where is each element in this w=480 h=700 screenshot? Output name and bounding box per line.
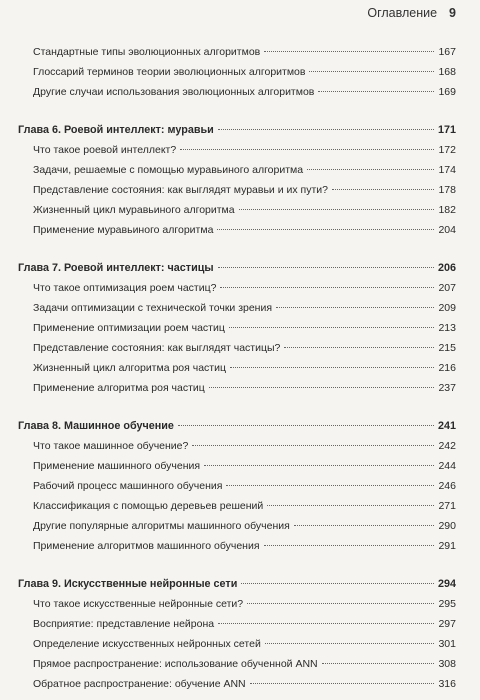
dot-leader: [250, 683, 434, 684]
dot-leader: [180, 149, 434, 150]
toc-entry: [0, 200, 480, 220]
toc-entry-title: Применение алгоритмов машинного обучения: [33, 540, 260, 552]
toc-entry-title: Что такое искусственные нейронные сети?: [33, 598, 244, 610]
toc-entry-title: Определение искусственных нейронных сетей: [33, 638, 261, 650]
dot-leader: [217, 229, 434, 230]
toc-chapter-entry: [0, 258, 480, 278]
dot-leader: [265, 643, 434, 644]
toc-entry: [0, 160, 480, 180]
toc-entry-title: Глава 7. Роевой интеллект: частицы: [18, 262, 214, 274]
toc-entry-page: 242: [438, 440, 456, 452]
section-gap: [0, 102, 480, 120]
toc-entry-title: Жизненный цикл муравьиного алгоритма: [33, 204, 235, 216]
toc-entry-page: 204: [438, 224, 456, 236]
toc-entry: [0, 358, 480, 378]
toc-entry-title: Применение машинного обучения: [33, 460, 201, 472]
toc-entry: [0, 278, 480, 298]
dot-leader: [267, 505, 434, 506]
toc-entry: [0, 298, 480, 318]
toc-entry: [0, 180, 480, 200]
toc-entry-page: 174: [438, 164, 456, 176]
toc-entry-title: Задачи, решаемые с помощью муравьиного алгоритма: [33, 164, 304, 176]
dot-leader: [276, 307, 434, 308]
toc-entry-title: Представление состояния: как выглядят частицы?: [33, 342, 281, 354]
dot-leader: [318, 91, 434, 92]
dot-leader: [307, 169, 434, 170]
toc-entry-page: 297: [438, 618, 456, 630]
toc-entry-title: Классификация с помощью деревьев решений: [33, 500, 264, 512]
toc-entry-page: 316: [438, 678, 456, 690]
toc-entry-page: 295: [438, 598, 456, 610]
toc-entry: [0, 42, 480, 62]
toc-entry-title: Что такое машинное обучение?: [33, 440, 189, 452]
toc-entry: [0, 594, 480, 614]
toc-entry-title: Другие популярные алгоритмы машинного обучения: [33, 520, 290, 532]
toc-entry-page: 237: [438, 382, 456, 394]
toc-entry-page: 213: [438, 322, 456, 334]
section-gap: [0, 398, 480, 416]
dot-leader: [192, 445, 434, 446]
toc-entry-title: Прямое распространение: использование обученной ANN: [33, 658, 318, 670]
dot-leader: [239, 209, 434, 210]
section-gap: [0, 556, 480, 574]
toc-entry: [0, 456, 480, 476]
header-title: Оглавление: [367, 6, 438, 20]
toc-entry-title: Глава 8. Машинное обучение: [18, 420, 174, 432]
dot-leader: [229, 327, 434, 328]
toc-chapter-entry: [0, 574, 480, 594]
toc-chapter-entry: [0, 120, 480, 140]
toc-entry: [0, 436, 480, 456]
dot-leader: [204, 465, 434, 466]
toc-entry-title: Что такое оптимизация роем частиц?: [33, 282, 217, 294]
dot-leader: [264, 545, 434, 546]
toc-entry-page: 241: [437, 420, 456, 432]
toc-entry-page: 207: [438, 282, 456, 294]
toc-entry-title: Представление состояния: как выглядят муравьи и их пути?: [33, 184, 328, 196]
toc-entry-page: 182: [438, 204, 456, 216]
dot-leader: [332, 189, 434, 190]
toc-entry-page: 172: [438, 144, 456, 156]
toc-entry-title: Обратное распространение: обучение ANN: [33, 678, 246, 690]
toc-entry-page: 178: [438, 184, 456, 196]
toc-entry-title: Стандартные типы эволюционных алгоритмов: [33, 46, 261, 58]
toc-entry-page: 215: [438, 342, 456, 354]
toc-entry: [0, 496, 480, 516]
dot-leader: [218, 623, 434, 624]
toc-entry-title: Задачи оптимизации с технической точки зрения: [33, 302, 273, 314]
toc-entry: [0, 378, 480, 398]
dot-leader: [220, 287, 434, 288]
toc-entry-page: 244: [438, 460, 456, 472]
dot-leader: [322, 663, 434, 664]
toc-entry: [0, 516, 480, 536]
toc-entry-title: Применение муравьиного алгоритма: [33, 224, 214, 236]
toc-chapter-entry: [0, 416, 480, 436]
toc-entry: [0, 654, 480, 674]
running-header: [367, 6, 456, 20]
toc-entry: [0, 674, 480, 694]
toc-entry-page: 308: [438, 658, 456, 670]
toc-entry-page: 301: [438, 638, 456, 650]
toc-entry-page: 168: [438, 66, 456, 78]
toc-entry-title: Что такое роевой интеллект?: [33, 144, 177, 156]
toc-entry: [0, 82, 480, 102]
dot-leader: [209, 387, 434, 388]
toc-entry-page: 167: [438, 46, 456, 58]
toc-entry-title: Другие случаи использования эволюционных алгоритмов: [33, 86, 315, 98]
toc-entry: [0, 634, 480, 654]
section-gap: [0, 240, 480, 258]
dot-leader: [178, 425, 434, 426]
toc-entry: [0, 476, 480, 496]
toc-entry-page: 171: [437, 124, 456, 136]
toc-entry: [0, 220, 480, 240]
toc-entry: [0, 614, 480, 634]
toc-entry-title: Глава 6. Роевой интеллект: муравьи: [18, 124, 214, 136]
dot-leader: [230, 367, 434, 368]
toc-entry: [0, 62, 480, 82]
toc-entry-title: Глоссарий терминов теории эволюционных алгоритмов: [33, 66, 306, 78]
toc-entry-page: 271: [438, 500, 456, 512]
toc-entry-page: 209: [438, 302, 456, 314]
dot-leader: [294, 525, 434, 526]
toc-entry-page: 290: [438, 520, 456, 532]
dot-leader: [218, 129, 434, 130]
table-of-contents: [0, 42, 480, 694]
toc-entry-page: 294: [437, 578, 456, 590]
toc-entry-page: 216: [438, 362, 456, 374]
dot-leader: [264, 51, 434, 52]
toc-entry-page: 206: [437, 262, 456, 274]
toc-entry-title: Применение алгоритма роя частиц: [33, 382, 205, 394]
page-number: 9: [449, 6, 456, 20]
toc-entry: [0, 338, 480, 358]
dot-leader: [241, 583, 434, 584]
toc-entry-title: Рабочий процесс машинного обучения: [33, 480, 223, 492]
dot-leader: [226, 485, 434, 486]
dot-leader: [247, 603, 434, 604]
toc-entry: [0, 318, 480, 338]
dot-leader: [218, 267, 434, 268]
toc-entry-title: Жизненный цикл алгоритма роя частиц: [33, 362, 226, 374]
toc-entry: [0, 536, 480, 556]
toc-entry-page: 291: [438, 540, 456, 552]
toc-entry-page: 246: [438, 480, 456, 492]
toc-entry: [0, 140, 480, 160]
toc-entry-title: Восприятие: представление нейрона: [33, 618, 215, 630]
toc-entry-title: Применение оптимизации роем частиц: [33, 322, 225, 334]
dot-leader: [284, 347, 434, 348]
dot-leader: [309, 71, 434, 72]
toc-entry-page: 169: [438, 86, 456, 98]
toc-entry-title: Глава 9. Искусственные нейронные сети: [18, 578, 238, 590]
